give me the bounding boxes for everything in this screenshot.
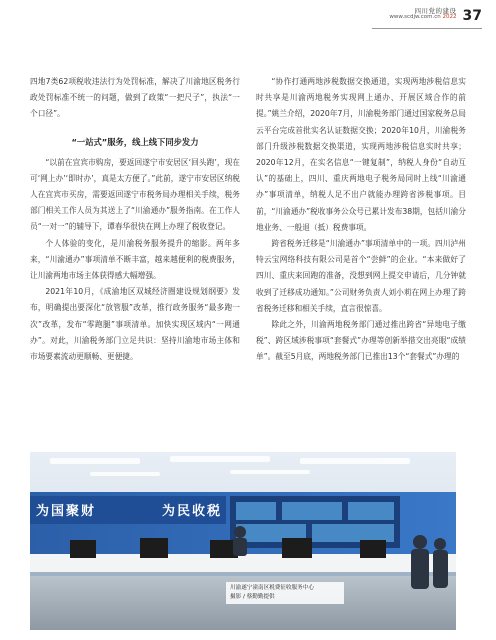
right-paragraph-3: 除此之外，川渝两地税务部门通过推出跨省“异地电子缴税”、跨区域涉税事项“套餐式”办理等创新举措交出亮眼“成绩单”。截至5月底，两地税务部门已推出13个“套餐式”办理的 [256, 320, 466, 362]
banner-slogan-left: 为国聚财 [36, 504, 97, 519]
right-paragraph-1: “协作打通两地涉税数据交换通道，实现两地涉税信息实时共享是川渝两地税务实现网上通办、开展区域合作的前提。”姚兰介绍，2020年7月，川渝税务部门通过国家税务总局云平台完成首批实名认证数据交换；2020年10月，川渝税务部门升级涉税数据交换渠道，实现两地涉税信息实时共享；2020年12月，在实名信息“一键复制”，纳税人身份“自动互认”的基础上，四川、重庆两地电子税务局同时上线“川渝通办”事项清单，纳税人足不出户就能办理跨省涉税事项。目前，“川渝通办”税收事务公众号已累计发布38期，包括川渝分地业务、一般退（抵）税费事项。 [256, 77, 466, 232]
left-paragraph-2: “以前在宜宾市购房，要返回遂宁市安居区‘回头跑’，现在可‘网上办’‘即时办’，真是太方便了。”此前，遂宁市安居区纳税人在宜宾市买房，需要返回遂宁市税务局办理相关手续，税务部门相关工作人员为其送上了“川渝通办”服务指南。在工作人员“一对一”的辅导下，谭春华很快在网上办理了税收登记。 [30, 157, 240, 232]
banner-slogan-right: 为民收税 [161, 504, 222, 519]
header-url-line [389, 15, 456, 21]
page-number: 37 [462, 8, 482, 24]
photo-caption [226, 582, 344, 604]
section-subheading: “一站式”服务，线上线下同步发力 [71, 136, 199, 147]
left-paragraph-4: 2021年10月，《成渝地区双城经济圈建设规划纲要》发布，明确提出要深化“放管服”改革，推行政务服务“最多跑一次”改革，发布“零跑腿”事项清单。加快实现区域内“一网通办”。对此，川渝税务部门立足共识：坚持川渝地市场主体和市场要素流动更顺畅、更便捷。 [30, 287, 240, 362]
left-paragraph-3: 个人体验的变化，是川渝税务服务提升的缩影。两年多来，“川渝通办”事项清单不断丰富，越来越便利的税费服务，让川渝两地市场主体获得感大幅增强。 [30, 238, 240, 281]
header-rule [372, 28, 482, 29]
right-paragraph-2: 跨省税务迁移是“川渝通办”事项清单中的一项。四川泸州特云宝网络科技有限公司是首个“尝鲜”的企业。“本来做好了四川、重庆来回跑的准备，没想到网上提交申请后，几分钟就收到了迁移成功通知。”公司财务负责人刘小莉在网上办理了跨省税务迁移和相关手续，直言很惊喜。 [256, 239, 466, 313]
magazine-url: www.scdjw.com.cn [389, 13, 441, 20]
page-header [389, 8, 482, 23]
caption-line-1: 川渝遂宁潼南区税费征收服务中心 [230, 585, 314, 591]
right-column [256, 74, 466, 366]
left-column [30, 74, 240, 365]
caption-line-2: 摄影 / 蔡勤勤提供 [230, 594, 275, 600]
magazine-name: 四川党的建设 [414, 7, 457, 15]
header-text [389, 8, 456, 21]
issue-year: 2022 [442, 13, 457, 20]
left-paragraph-1: 四地7类62项税收违法行为处罚标准，解决了川渝地区税务行政处罚标准不统一的问题，做到了政策“一把尺子”，执法“一个口径”。 [30, 77, 240, 119]
banner-slogans [36, 500, 222, 519]
